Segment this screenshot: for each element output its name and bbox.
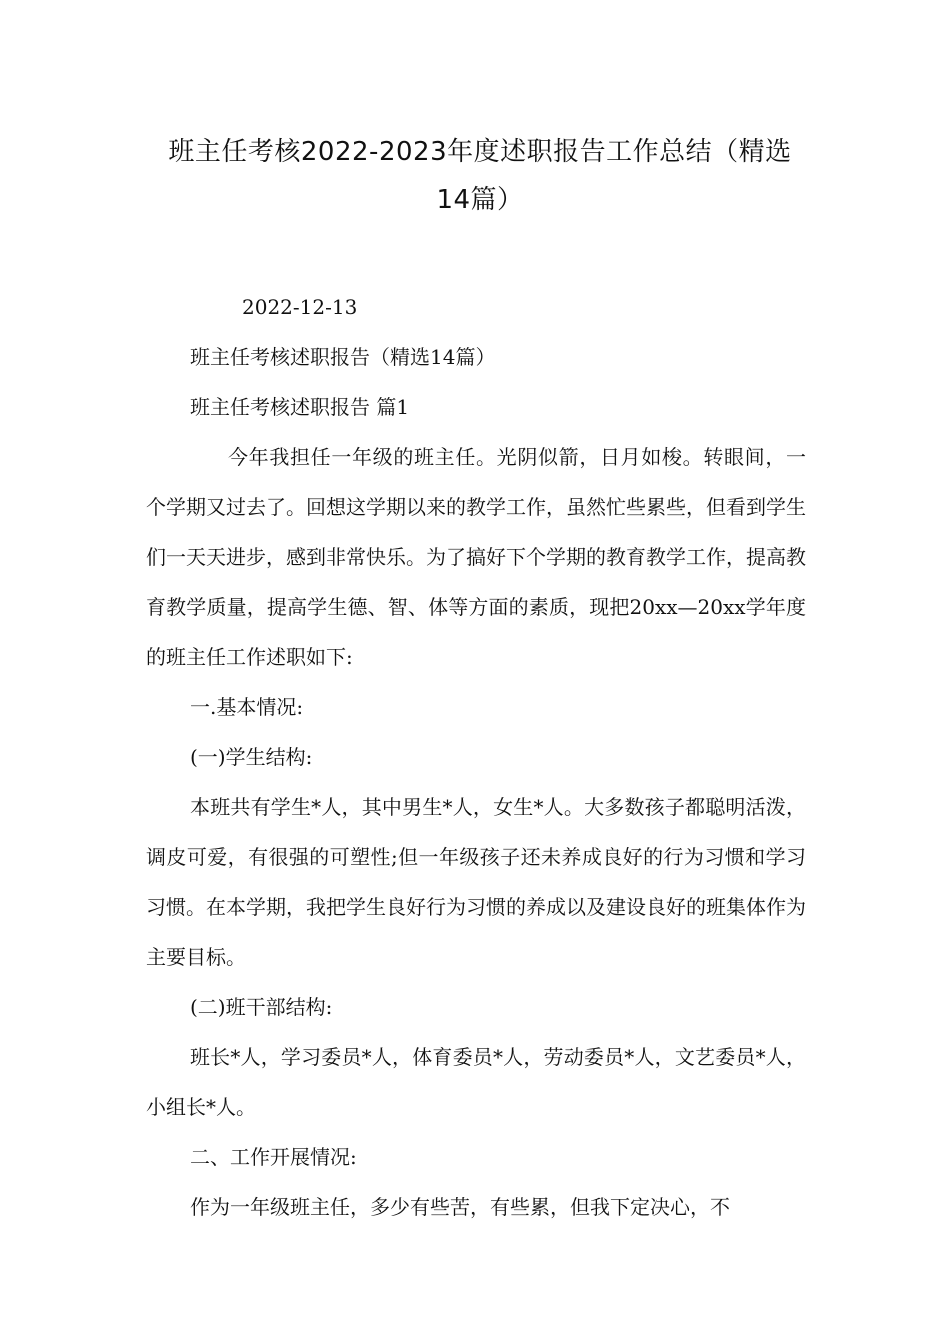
heading-student-structure: (一)学生结构:: [190, 745, 313, 769]
title-line-1: 班主任考核2022-2023年度述职报告工作总结（精选: [168, 137, 792, 167]
heading-class-cadre-structure: (二)班干部结构:: [190, 995, 333, 1019]
section-heading: 班主任考核述职报告 篇1: [190, 395, 410, 419]
paragraph-intro: 今年我担任一年级的班主任。光阴似箭，日月如梭。转眼间，一个学期又过去了。回想这学期以来的教学工作，虽然忙些累些，但看到学生们一天天进步，感到非常快乐。为了搞好下个学期的教育教学工作，提高教育教学质量，提高学生德、智、体等方面的素质，现把20xx—20xx学年度的班主任工作述职如下:: [146, 445, 806, 669]
paragraph-work-progress: 作为一年级班主任，多少有些苦，有些累，但我下定决心，不: [190, 1195, 730, 1219]
document-subtitle: 班主任考核述职报告（精选14篇）: [190, 345, 496, 369]
document-title: [150, 128, 810, 224]
paragraph-student-structure: 本班共有学生*人，其中男生*人，女生*人。大多数孩子都聪明活泼，调皮可爱，有很强的可塑性;但一年级孩子还未养成良好的行为习惯和学习习惯。在本学期，我把学生良好行为习惯的养成以及建设良好的班集体作为主要目标。: [146, 795, 806, 969]
heading-basic-situation: 一.基本情况:: [190, 695, 304, 719]
document-body: [146, 282, 806, 1232]
paragraph-class-cadre-structure: 班长*人，学习委员*人，体育委员*人，劳动委员*人，文艺委员*人，小组长*人。: [146, 1045, 806, 1119]
document-date: 2022-12-13: [242, 295, 358, 319]
heading-work-progress: 二、工作开展情况:: [190, 1145, 357, 1169]
title-line-2: 14篇）: [436, 185, 524, 215]
